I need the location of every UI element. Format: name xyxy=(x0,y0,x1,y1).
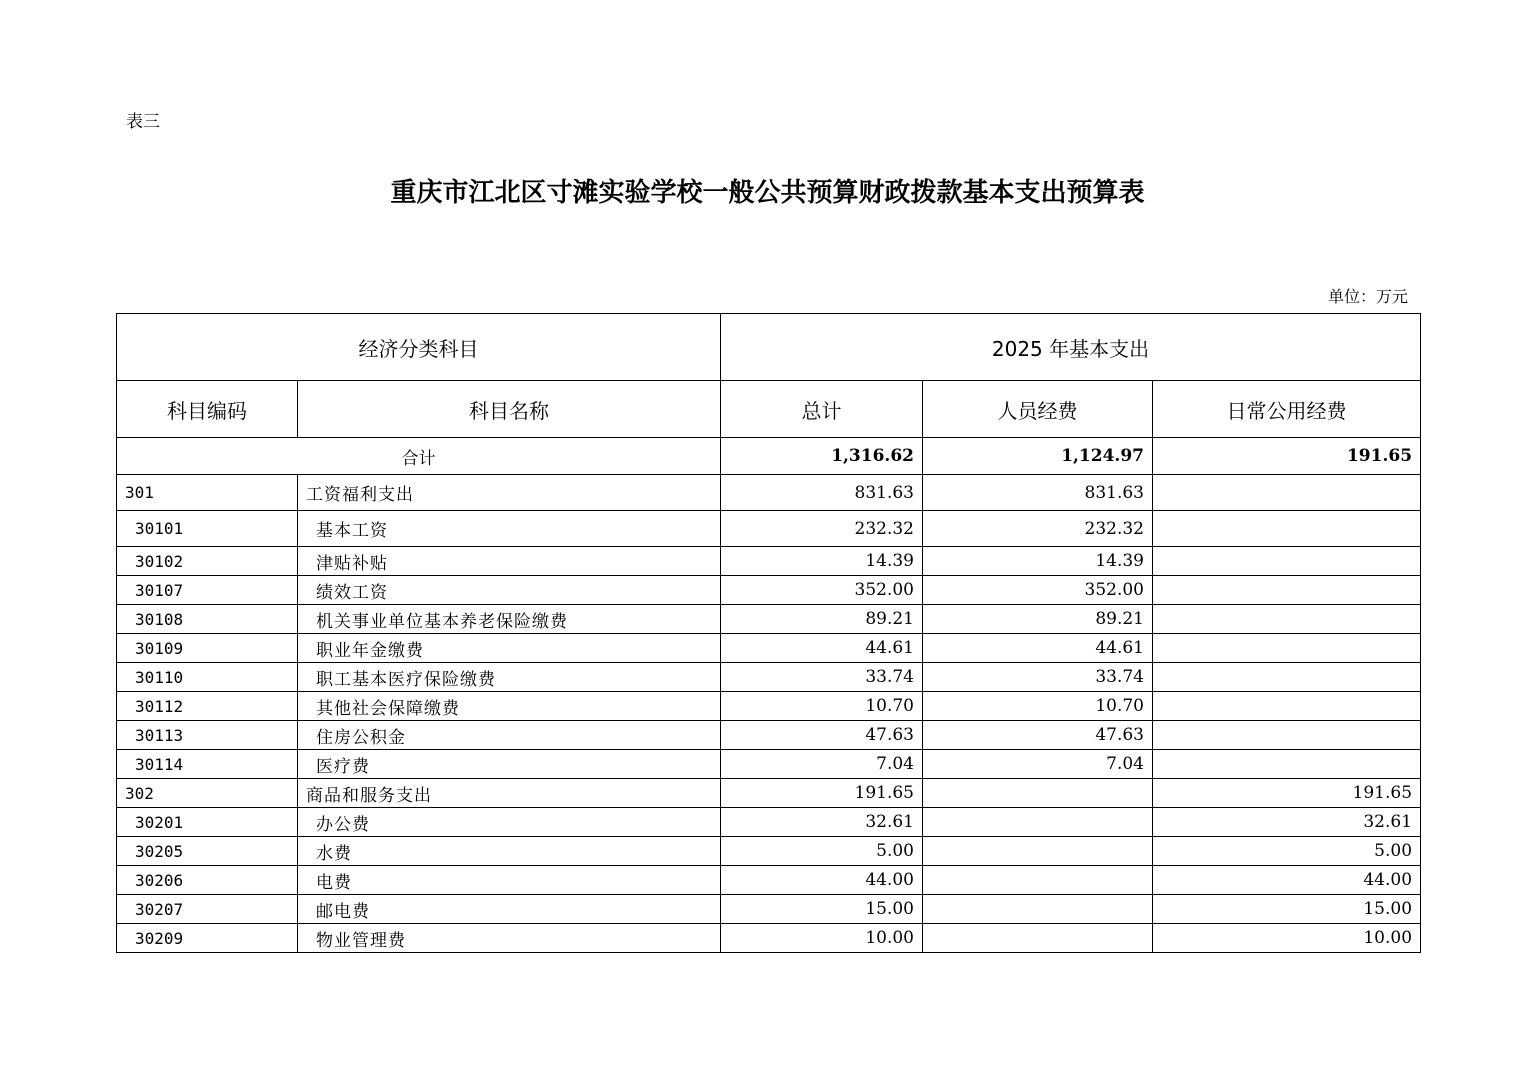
row-name: 医疗费 xyxy=(298,750,721,779)
row-personnel: 33.74 xyxy=(923,663,1153,692)
row-name: 水费 xyxy=(298,837,721,866)
row-code: 30101 xyxy=(117,511,298,547)
row-total: 33.74 xyxy=(721,663,923,692)
row-public xyxy=(1153,721,1421,750)
row-name: 办公费 xyxy=(298,808,721,837)
unit-label: 单位：万元 xyxy=(1327,287,1408,306)
header-economic-classification: 经济分类科目 xyxy=(117,314,721,381)
row-public xyxy=(1153,605,1421,634)
row-personnel: 10.70 xyxy=(923,692,1153,721)
table-row xyxy=(117,866,1421,895)
row-personnel xyxy=(923,779,1153,808)
row-personnel xyxy=(923,924,1153,953)
table-row xyxy=(117,576,1421,605)
header-row-columns xyxy=(117,381,1421,438)
row-total: 191.65 xyxy=(721,779,923,808)
table-row xyxy=(117,475,1421,511)
row-total: 10.00 xyxy=(721,924,923,953)
row-personnel xyxy=(923,837,1153,866)
row-name: 住房公积金 xyxy=(298,721,721,750)
row-total: 47.63 xyxy=(721,721,923,750)
row-code: 30114 xyxy=(117,750,298,779)
table-row xyxy=(117,692,1421,721)
row-personnel: 47.63 xyxy=(923,721,1153,750)
table-row xyxy=(117,924,1421,953)
row-total: 89.21 xyxy=(721,605,923,634)
row-personnel: 44.61 xyxy=(923,634,1153,663)
row-name: 绩效工资 xyxy=(298,576,721,605)
row-name: 其他社会保障缴费 xyxy=(298,692,721,721)
row-code: 30102 xyxy=(117,547,298,576)
row-public: 44.00 xyxy=(1153,866,1421,895)
row-total: 352.00 xyxy=(721,576,923,605)
row-name: 商品和服务支出 xyxy=(298,779,721,808)
header-name: 科目名称 xyxy=(298,381,721,438)
row-name: 工资福利支出 xyxy=(298,475,721,511)
row-code: 30206 xyxy=(117,866,298,895)
row-total: 14.39 xyxy=(721,547,923,576)
total-public: 191.65 xyxy=(1153,438,1421,475)
row-public xyxy=(1153,663,1421,692)
row-personnel xyxy=(923,808,1153,837)
row-public xyxy=(1153,576,1421,605)
row-personnel: 7.04 xyxy=(923,750,1153,779)
table-row xyxy=(117,511,1421,547)
row-code: 30110 xyxy=(117,663,298,692)
header-basic-expenditure: 2025 年基本支出 xyxy=(721,314,1421,381)
table-row xyxy=(117,547,1421,576)
row-public xyxy=(1153,547,1421,576)
budget-table xyxy=(116,313,1421,953)
row-total: 7.04 xyxy=(721,750,923,779)
row-code: 30113 xyxy=(117,721,298,750)
header-code: 科目编码 xyxy=(117,381,298,438)
page-title: 重庆市江北区寸滩实验学校一般公共预算财政拨款基本支出预算表 xyxy=(390,178,1145,208)
row-total: 44.00 xyxy=(721,866,923,895)
table-row xyxy=(117,895,1421,924)
row-code: 30201 xyxy=(117,808,298,837)
row-name: 机关事业单位基本养老保险缴费 xyxy=(298,605,721,634)
row-total: 32.61 xyxy=(721,808,923,837)
row-public: 10.00 xyxy=(1153,924,1421,953)
table-row xyxy=(117,721,1421,750)
row-total: 5.00 xyxy=(721,837,923,866)
row-code: 30107 xyxy=(117,576,298,605)
row-code: 30205 xyxy=(117,837,298,866)
row-name: 基本工资 xyxy=(298,511,721,547)
row-public xyxy=(1153,692,1421,721)
row-total: 831.63 xyxy=(721,475,923,511)
table-row xyxy=(117,605,1421,634)
row-personnel: 831.63 xyxy=(923,475,1153,511)
header-row-group xyxy=(117,314,1421,381)
row-code: 302 xyxy=(117,779,298,808)
row-name: 津贴补贴 xyxy=(298,547,721,576)
row-personnel: 89.21 xyxy=(923,605,1153,634)
row-code: 30207 xyxy=(117,895,298,924)
row-public: 5.00 xyxy=(1153,837,1421,866)
row-public xyxy=(1153,634,1421,663)
row-name: 物业管理费 xyxy=(298,924,721,953)
row-name: 职工基本医疗保险缴费 xyxy=(298,663,721,692)
row-code: 301 xyxy=(117,475,298,511)
row-personnel: 14.39 xyxy=(923,547,1153,576)
row-code: 30209 xyxy=(117,924,298,953)
row-public xyxy=(1153,511,1421,547)
row-name: 电费 xyxy=(298,866,721,895)
row-personnel xyxy=(923,895,1153,924)
total-row xyxy=(117,438,1421,475)
row-total: 44.61 xyxy=(721,634,923,663)
row-personnel: 232.32 xyxy=(923,511,1153,547)
table-row xyxy=(117,634,1421,663)
header-total: 总计 xyxy=(721,381,923,438)
row-public xyxy=(1153,750,1421,779)
row-name: 邮电费 xyxy=(298,895,721,924)
row-code: 30109 xyxy=(117,634,298,663)
row-total: 232.32 xyxy=(721,511,923,547)
row-personnel xyxy=(923,866,1153,895)
header-public: 日常公用经费 xyxy=(1153,381,1421,438)
row-public: 15.00 xyxy=(1153,895,1421,924)
table-row xyxy=(117,808,1421,837)
total-personnel: 1,124.97 xyxy=(923,438,1153,475)
row-public xyxy=(1153,475,1421,511)
table-row xyxy=(117,750,1421,779)
row-public: 32.61 xyxy=(1153,808,1421,837)
table-row xyxy=(117,663,1421,692)
header-personnel: 人员经费 xyxy=(923,381,1153,438)
row-personnel: 352.00 xyxy=(923,576,1153,605)
row-name: 职业年金缴费 xyxy=(298,634,721,663)
row-total: 10.70 xyxy=(721,692,923,721)
row-code: 30112 xyxy=(117,692,298,721)
table-row xyxy=(117,779,1421,808)
total-label: 合计 xyxy=(117,438,721,475)
row-public: 191.65 xyxy=(1153,779,1421,808)
table-tag: 表三 xyxy=(126,112,160,132)
total-total: 1,316.62 xyxy=(721,438,923,475)
row-code: 30108 xyxy=(117,605,298,634)
table-row xyxy=(117,837,1421,866)
row-total: 15.00 xyxy=(721,895,923,924)
